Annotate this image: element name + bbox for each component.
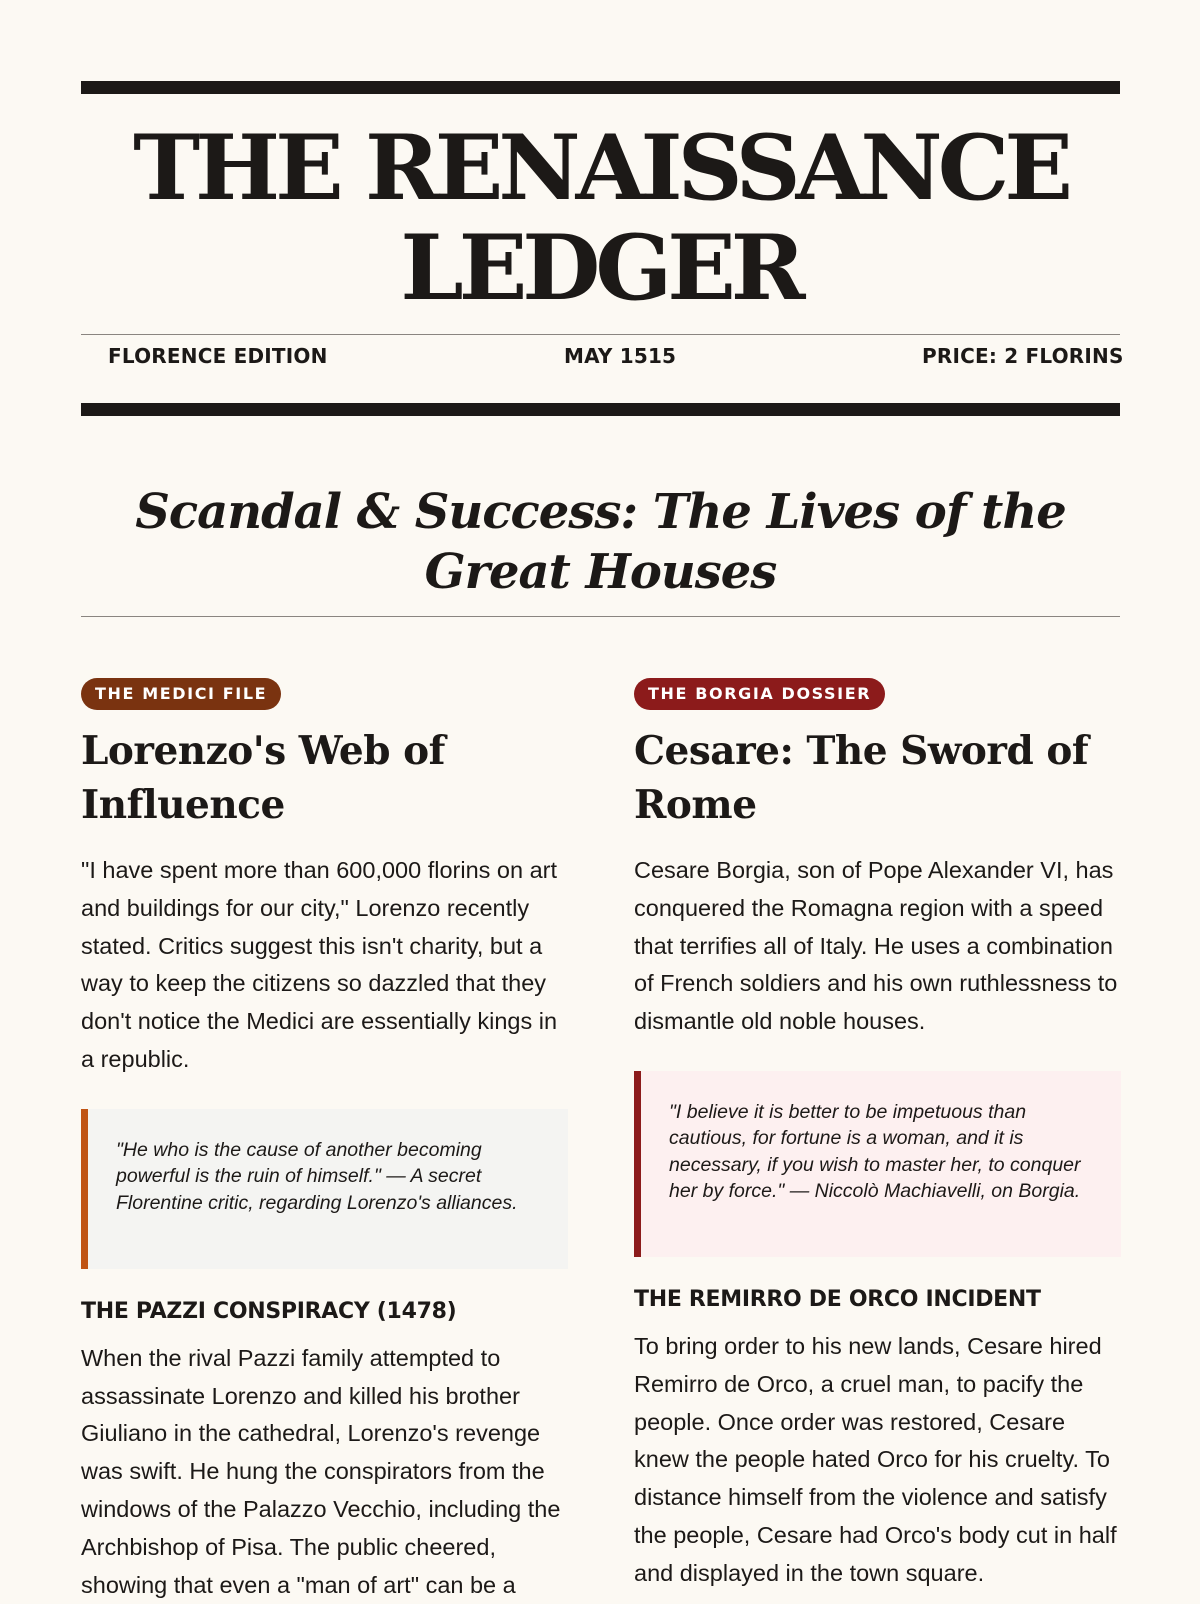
headline-rule xyxy=(81,616,1120,617)
borgia-article-body: Cesare Borgia, son of Pope Alexander VI, has conquered the Romagna region with a speed that terrifies all of Italy. He uses a combination of French soldiers and his own ruthlessness to dismantle old noble houses. xyxy=(634,857,1118,1035)
medici-tag: THE MEDICI FILE xyxy=(81,678,281,710)
medici-article-title: Lorenzo's Web of Influence xyxy=(81,728,445,828)
edition-label: FLORENCE EDITION xyxy=(108,344,328,368)
medici-article-body: "I have spent more than 600,000 florins on art and buildings for our city," Lorenzo recently stated. Critics suggest this isn't charity, but a way to keep the citizens so dazzled that they don't notice the Medici are essentially kings in a republic. xyxy=(81,857,558,1072)
price-label: PRICE: 2 FLORINS xyxy=(922,344,1124,368)
medici-pull-quote xyxy=(81,1109,568,1269)
borgia-column xyxy=(634,678,1121,1593)
borgia-pull-quote xyxy=(634,1071,1121,1257)
borgia-article-title: Cesare: The Sword of Rome xyxy=(634,728,1089,828)
medici-column xyxy=(81,678,568,1604)
borgia-tag: THE BORGIA DOSSIER xyxy=(634,678,885,710)
main-headline: Scandal & Success: The Lives of the Great Houses xyxy=(135,484,1066,600)
medici-article-body-2: When the rival Pazzi family attempted to assassinate Lorenzo and killed his brother Giuliano in the cathedral, Lorenzo's revenge was swift. He hung the conspirators from the windows of the Palazzo Vecchio, including the Archbishop of Pisa. The public cheered, showing that even a "man of art" can be a xyxy=(81,1344,561,1598)
masthead-top-rule xyxy=(81,81,1120,94)
medici-subhead: THE PAZZI CONSPIRACY (1478) xyxy=(81,1298,457,1324)
borgia-subhead: THE REMIRRO DE ORCO INCIDENT xyxy=(634,1286,1041,1312)
masthead-bottom-rule xyxy=(81,403,1120,416)
date-label: MAY 1515 xyxy=(564,344,677,368)
medici-quote-text: "He who is the cause of another becoming powerful is the ruin of himself." — A secret Florentine critic, regarding Lorenzo's alliances. xyxy=(116,1138,518,1214)
borgia-quote-text: "I believe it is better to be impetuous than cautious, for fortune is a woman, and it is necessary, if you wish to master her, to conquer her by force." — Niccolò Machiavelli, on Borgia. xyxy=(669,1100,1081,1203)
masthead-title: THE RENAISSANCE LEDGER xyxy=(133,115,1068,321)
borgia-article-body-2: To bring order to his new lands, Cesare hired Remirro de Orco, a cruel man, to pacify the people. Once order was restored, Cesare knew the people hated Orco for his cruelty. To distance himself from the violence and satisfy the people, Cesare had Orco's body cut in half and displayed in the town square. xyxy=(634,1332,1117,1586)
masthead-meta-rule xyxy=(81,334,1120,335)
